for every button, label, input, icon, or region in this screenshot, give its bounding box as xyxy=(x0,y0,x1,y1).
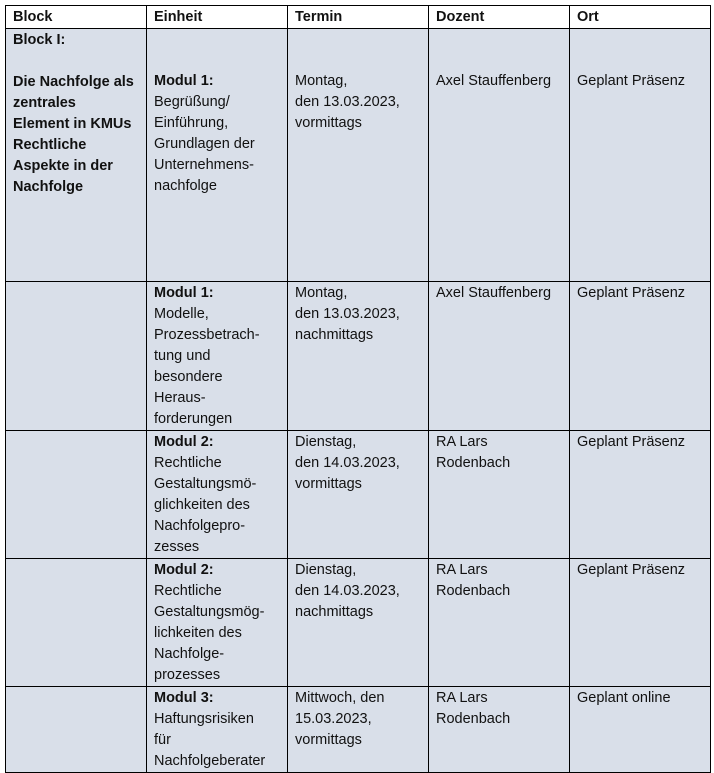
dozent-cell xyxy=(429,559,570,687)
einheit-cell xyxy=(147,687,288,773)
table-row xyxy=(6,431,711,559)
termin-line: Montag, xyxy=(295,73,348,89)
dozent-line: Axel Stauffenberg xyxy=(436,285,552,301)
schedule-table xyxy=(5,5,711,773)
einheit-line: zesses xyxy=(154,539,200,555)
dozent-line: RA Lars xyxy=(436,690,488,706)
block-title-line: Aspekte in der xyxy=(13,158,113,174)
einheit-line: Nachfolge- xyxy=(154,646,225,662)
dozent-cell xyxy=(429,29,570,282)
modul-label: Modul 3: xyxy=(154,690,214,706)
einheit-line: Begrüßung/ xyxy=(154,94,230,110)
termin-cell xyxy=(288,29,429,282)
block-cell xyxy=(6,687,147,773)
einheit-line: Modelle, xyxy=(154,306,209,322)
einheit-line: besondere xyxy=(154,369,223,385)
ort-text: Geplant Präsenz xyxy=(577,73,686,89)
termin-line: den 14.03.2023, xyxy=(295,455,400,471)
einheit-line: Nachfolgepro- xyxy=(154,518,246,534)
termin-line: Montag, xyxy=(295,285,348,301)
header-ort: Ort xyxy=(570,6,711,29)
block-cell xyxy=(6,559,147,687)
einheit-cell xyxy=(147,431,288,559)
termin-cell xyxy=(288,282,429,431)
termin-line: vormittags xyxy=(295,732,362,748)
termin-line: nachmittags xyxy=(295,327,374,343)
termin-line: Dienstag, xyxy=(295,434,357,450)
header-einheit: Einheit xyxy=(147,6,288,29)
einheit-line: Haftungsrisiken xyxy=(154,711,254,727)
ort-cell xyxy=(570,431,711,559)
termin-line: vormittags xyxy=(295,476,362,492)
header-block: Block xyxy=(6,6,147,29)
termin-cell xyxy=(288,431,429,559)
dozent-cell xyxy=(429,687,570,773)
table-row xyxy=(6,687,711,773)
einheit-line: Unternehmens- xyxy=(154,157,254,173)
dozent-line: Rodenbach xyxy=(436,583,511,599)
einheit-line: forderungen xyxy=(154,411,233,427)
einheit-line: Nachfolgeberater xyxy=(154,753,266,769)
termin-line: nachmittags xyxy=(295,604,374,620)
ort-text: Geplant online xyxy=(577,690,671,706)
termin-line: den 14.03.2023, xyxy=(295,583,400,599)
termin-line: vormittags xyxy=(295,115,362,131)
block-title-line: zentrales xyxy=(13,95,76,111)
einheit-cell xyxy=(147,282,288,431)
ort-cell xyxy=(570,29,711,282)
einheit-line: tung und xyxy=(154,348,211,364)
termin-line: Mittwoch, den xyxy=(295,690,385,706)
ort-text: Geplant Präsenz xyxy=(577,434,686,450)
einheit-line: Gestaltungsmö- xyxy=(154,476,257,492)
modul-label: Modul 1: xyxy=(154,73,214,89)
block-title-line: Rechtliche xyxy=(13,137,87,153)
modul-label: Modul 2: xyxy=(154,434,214,450)
dozent-cell xyxy=(429,282,570,431)
termin-line: den 13.03.2023, xyxy=(295,306,400,322)
modul-label: Modul 2: xyxy=(154,562,214,578)
einheit-line: glichkeiten des xyxy=(154,497,250,513)
block-title-line: Element in KMUs xyxy=(13,116,132,132)
block-cell xyxy=(6,431,147,559)
ort-cell xyxy=(570,559,711,687)
einheit-line: prozesses xyxy=(154,667,221,683)
einheit-line: Einführung, xyxy=(154,115,229,131)
termin-line: Dienstag, xyxy=(295,562,357,578)
dozent-cell xyxy=(429,431,570,559)
header-row xyxy=(6,6,711,29)
einheit-line: Heraus- xyxy=(154,390,206,406)
einheit-line: lichkeiten des xyxy=(154,625,242,641)
block-title-line: Die Nachfolge als xyxy=(13,74,134,90)
ort-cell xyxy=(570,687,711,773)
ort-cell xyxy=(570,282,711,431)
ort-text: Geplant Präsenz xyxy=(577,285,686,301)
block-cell xyxy=(6,29,147,282)
einheit-cell xyxy=(147,29,288,282)
einheit-line: Rechtliche xyxy=(154,583,222,599)
dozent-line: RA Lars xyxy=(436,434,488,450)
einheit-cell xyxy=(147,559,288,687)
einheit-line: Gestaltungsmög- xyxy=(154,604,265,620)
einheit-line: Rechtliche xyxy=(154,455,222,471)
block-label: Block I: xyxy=(13,32,66,48)
header-dozent: Dozent xyxy=(429,6,570,29)
dozent-line: Rodenbach xyxy=(436,711,511,727)
termin-line: den 13.03.2023, xyxy=(295,94,400,110)
table-row xyxy=(6,559,711,687)
table-row xyxy=(6,29,711,282)
termin-cell xyxy=(288,687,429,773)
termin-line: 15.03.2023, xyxy=(295,711,372,727)
einheit-line: Grundlagen der xyxy=(154,136,255,152)
termin-cell xyxy=(288,559,429,687)
einheit-line: Prozessbetrach- xyxy=(154,327,260,343)
block-title-line: Nachfolge xyxy=(13,179,84,195)
table-row xyxy=(6,282,711,431)
header-termin: Termin xyxy=(288,6,429,29)
dozent-line: Axel Stauffenberg xyxy=(436,73,552,89)
dozent-line: Rodenbach xyxy=(436,455,511,471)
ort-text: Geplant Präsenz xyxy=(577,562,686,578)
einheit-line: für xyxy=(154,732,171,748)
einheit-line: nachfolge xyxy=(154,178,217,194)
modul-label: Modul 1: xyxy=(154,285,214,301)
block-cell xyxy=(6,282,147,431)
dozent-line: RA Lars xyxy=(436,562,488,578)
